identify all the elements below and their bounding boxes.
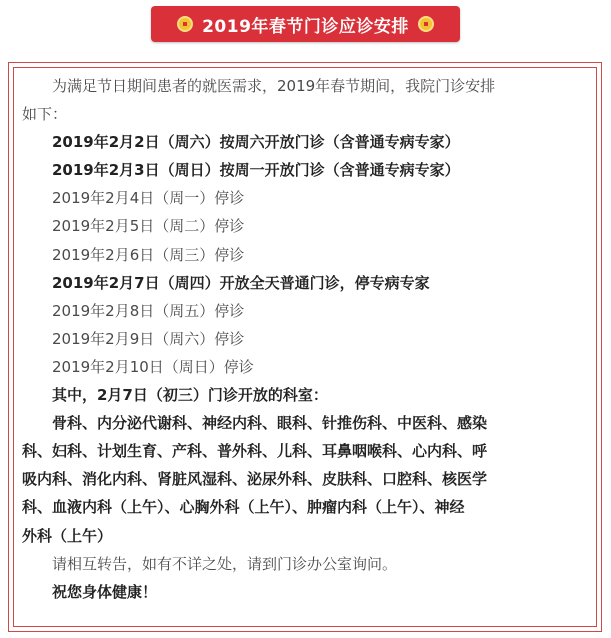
notice-line: 请相互转告，如有不详之处，请到门诊办公室询问。 [52, 554, 398, 573]
intro-line-2: 如下： [22, 105, 68, 124]
intro-line-1: 为满足节日期间患者的就医需求，2019年春节期间，我院门诊安排 [52, 77, 496, 95]
department-line: 骨科、内分泌代谢科、神经内科、眼科、针推伤科、中医科、感染 [52, 414, 488, 433]
coin-left-icon [177, 16, 193, 32]
schedule-item: 2019年2月10日（周日）停诊 [52, 357, 254, 376]
closing-line: 祝您身体健康！ [52, 582, 158, 601]
title-badge [151, 6, 460, 42]
department-line: 外科（上午） [22, 526, 113, 545]
notice-body [22, 72, 588, 606]
title-banner [0, 4, 611, 44]
schedule-item: 2019年2月4日（周一）停诊 [52, 189, 245, 208]
schedule-list [22, 128, 588, 381]
schedule-item: 2019年2月8日（周五）停诊 [52, 301, 245, 320]
departments-heading: 其中，2月7日（初三）门诊开放的科室： [52, 386, 328, 405]
schedule-item: 2019年2月9日（周六）停诊 [52, 329, 245, 348]
department-line: 科、妇科、计划生育、产科、普外科、儿科、耳鼻咽喉科、心内科、呼 [22, 442, 488, 461]
schedule-item: 2019年2月7日（周四）开放全天普通门诊，停专病专家 [52, 273, 430, 292]
schedule-item: 2019年2月5日（周二）停诊 [52, 217, 245, 236]
department-line: 科、血液内科（上午）、心胸外科（上午）、肿瘤内科（上午）、神经 [22, 498, 465, 517]
coin-right-icon [418, 16, 434, 32]
schedule-item: 2019年2月3日（周日）按周一开放门诊（含普通专病专家） [52, 161, 460, 180]
schedule-item: 2019年2月6日（周三）停诊 [52, 245, 245, 264]
schedule-item: 2019年2月2日（周六）按周六开放门诊（含普通专病专家） [52, 133, 460, 152]
department-line: 吸内科、消化内科、肾脏风湿科、泌尿外科、皮肤科、口腔科、核医学 [22, 470, 488, 489]
page-title: 2019年春节门诊应诊安排 [202, 16, 409, 37]
